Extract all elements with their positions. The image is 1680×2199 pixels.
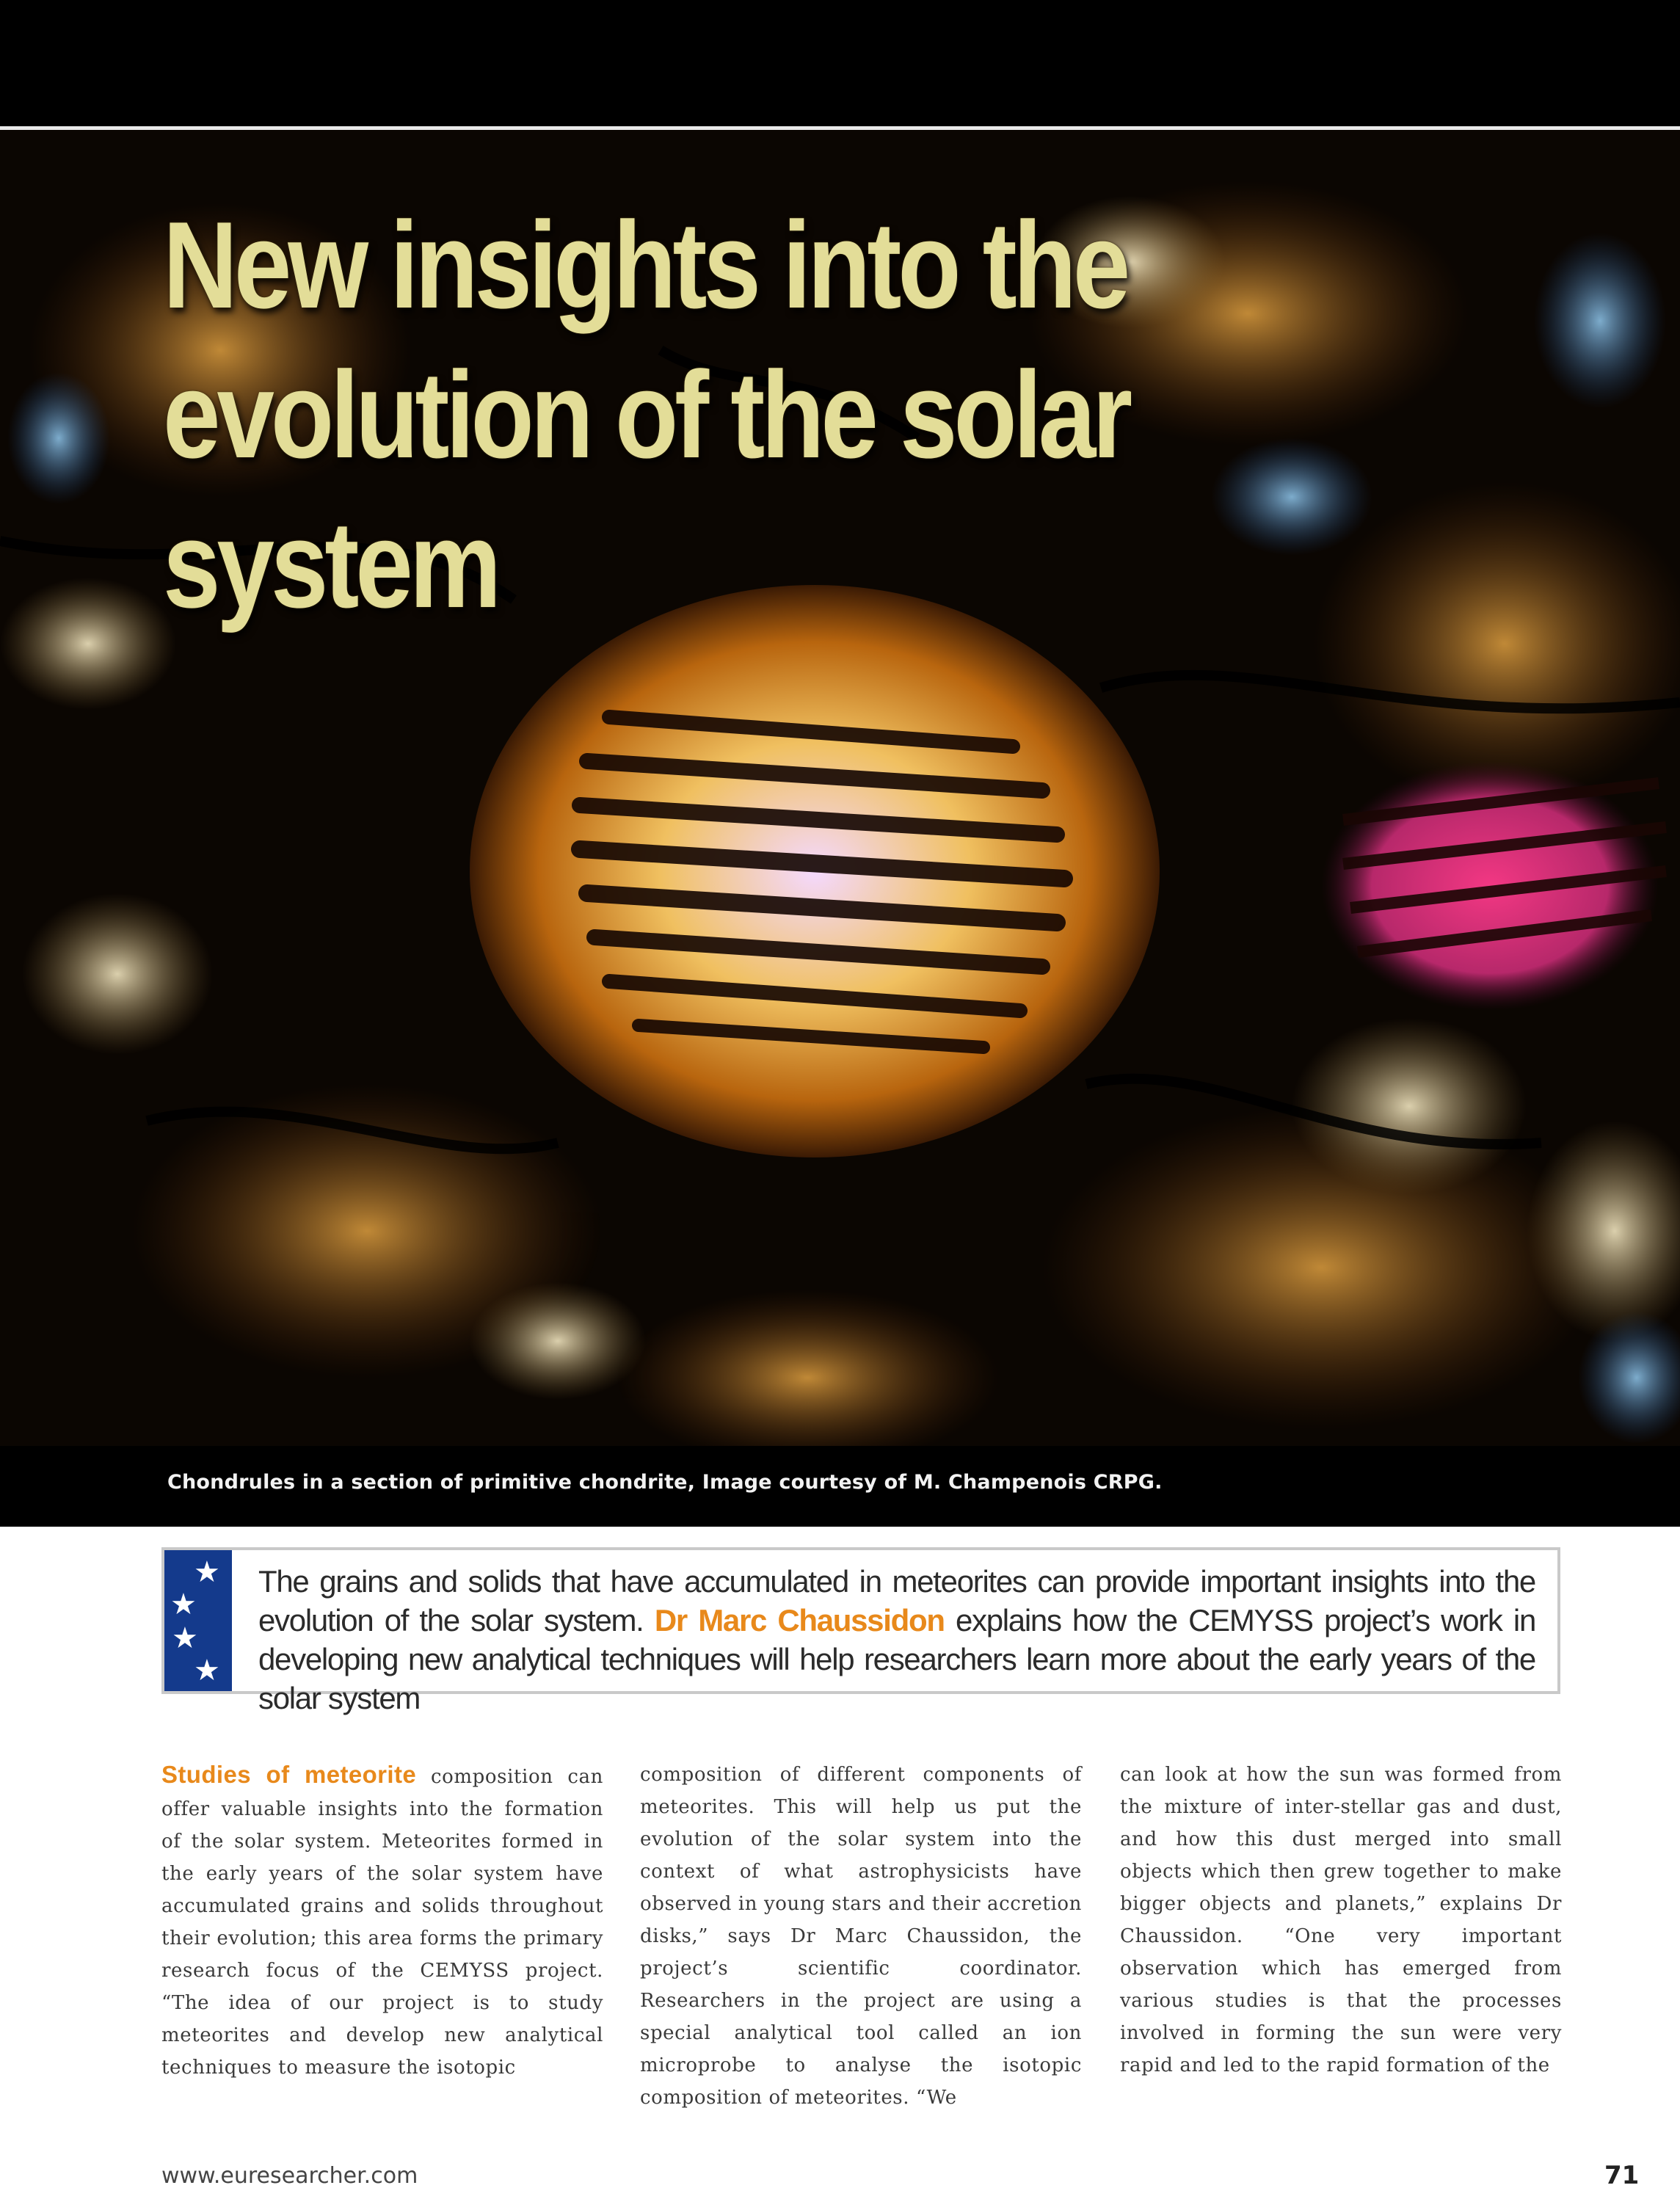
body-column-3: can look at how the sun was formed from the mixture of inter-stellar gas and dust, and how this dust merged into small objects which then grew together to make bigger objects and planets,” explains Dr Chaussidon. “One very important observation which has emerged from various studies is that the processes involved in forming the sun were very rapid and led to the rapid formation of the: [1120, 1764, 1562, 2076]
caption-bar: [0, 1446, 1680, 1527]
headline-line-1: New insights into the: [163, 196, 1127, 334]
lead-in: Studies of meteorite: [161, 1761, 417, 1788]
body-column-1-text: composition can offer valuable insights into the formation of the solar system. Meteorites formed in the early years of the solar system have accumulated grains and solids throughout their evolution; this area forms the primary research focus of the CEMYSS project. “The idea of our project is to study meteorites and develop new analytical techniques to measure the isotopic: [161, 1766, 603, 2079]
hero-image: [0, 130, 1680, 1446]
body-column-1: [161, 1759, 603, 2084]
page-number: 71: [1604, 2161, 1640, 2190]
standfirst-intro: The grains and solids that have accumulated in meteorites can provide important insights into the evolution of the solar system.: [258, 1564, 1535, 1638]
star-icon: ★: [194, 1654, 220, 1687]
image-caption: Chondrules in a section of primitive chondrite, Image courtesy of M. Champenois CRPG.: [167, 1471, 1163, 1494]
author-name: Dr Marc Chaussidon: [654, 1603, 945, 1638]
star-icon: ★: [170, 1588, 197, 1621]
star-icon: ★: [194, 1556, 220, 1588]
headline-line-2: evolution of the solar system: [163, 346, 1130, 633]
standfirst-box: [161, 1547, 1560, 1715]
footer-url: www.euresearcher.com: [161, 2163, 418, 2189]
eu-flag-stars-icon: [164, 1550, 232, 1691]
article-headline: [163, 190, 1396, 639]
body-column-2: composition of different components of meteorites. This will help us put the evolution of the solar system into the context of what astrophysicists have observed in young stars and their accretion disks,” says Dr Marc Chaussidon, the project’s scientific coordinator. Researchers in the project are using a special analytical tool called an ion microprobe to analyse the isotopic composition of meteorites. “We: [640, 1764, 1082, 2109]
standfirst-rest: explains how the CEMYSS project’s work in developing new analytical techniques will help researchers learn more about the early years of the solar system: [258, 1603, 1535, 1715]
star-icon: ★: [172, 1622, 198, 1654]
standfirst-text: [258, 1562, 1535, 1718]
top-black-bar: [0, 0, 1680, 126]
